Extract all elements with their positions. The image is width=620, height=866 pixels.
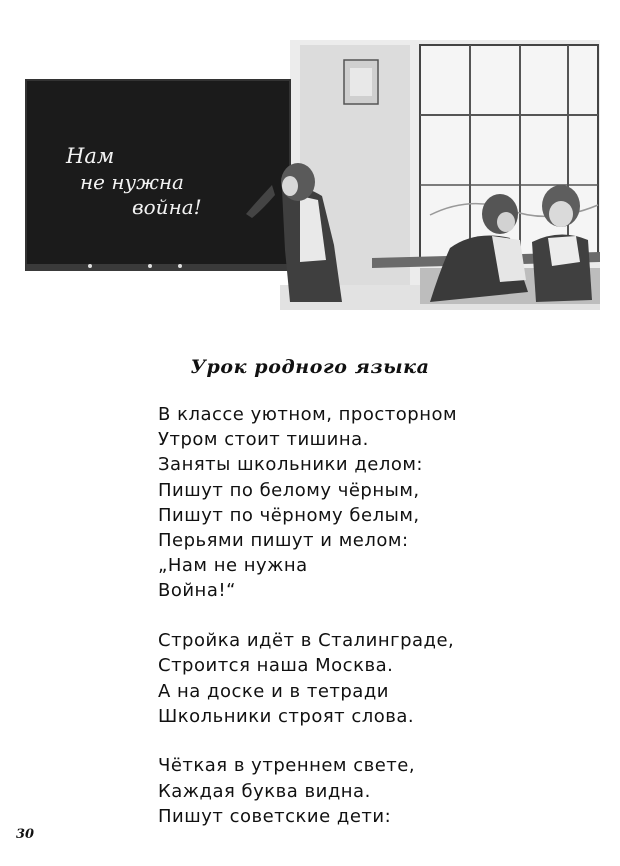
poem-line: Чёткая в утреннем свете, <box>158 755 416 777</box>
poem-line: Утром стоит тишина. <box>158 429 369 451</box>
poem-line: Пишут советские дети: <box>158 805 392 827</box>
poem-line: Заняты школьники делом: <box>158 454 423 476</box>
poem-line: „Нам не нужна <box>158 555 308 577</box>
wall-picture-inner <box>350 68 372 96</box>
poem-line: Перьями пишут и мелом: <box>158 530 409 552</box>
poem-line: В классе уютном, просторном <box>158 404 458 425</box>
classroom-illustration <box>0 0 620 320</box>
poem-stanza-2 <box>158 628 538 729</box>
poem-body <box>158 402 538 854</box>
blackboard-text-line-2: не нужна <box>80 170 184 194</box>
blackboard-text-line-1: Нам <box>66 144 115 168</box>
poem-line: Стройка идёт в Сталинграде, <box>158 630 455 652</box>
poem-title: Урок родного языка <box>190 356 430 378</box>
poem-stanza-1 <box>158 402 538 604</box>
poem-line: Школьники строят слова. <box>158 705 415 727</box>
poem-line: Строится наша Москва. <box>158 655 394 677</box>
poem-line: Пишут по чёрному белым, <box>158 504 420 526</box>
poem-line: Пишут по белому чёрным, <box>158 479 420 501</box>
blackboard-text-line-3: война! <box>132 195 202 219</box>
poem-line: Каждая буква видна. <box>158 780 371 802</box>
page-number: 30 <box>16 827 35 842</box>
poem-stanza-3 <box>158 753 538 829</box>
poem-line: Война!“ <box>158 580 236 602</box>
poem-line: А на доске и в тетради <box>158 680 389 702</box>
classroom-drawing <box>0 0 620 320</box>
